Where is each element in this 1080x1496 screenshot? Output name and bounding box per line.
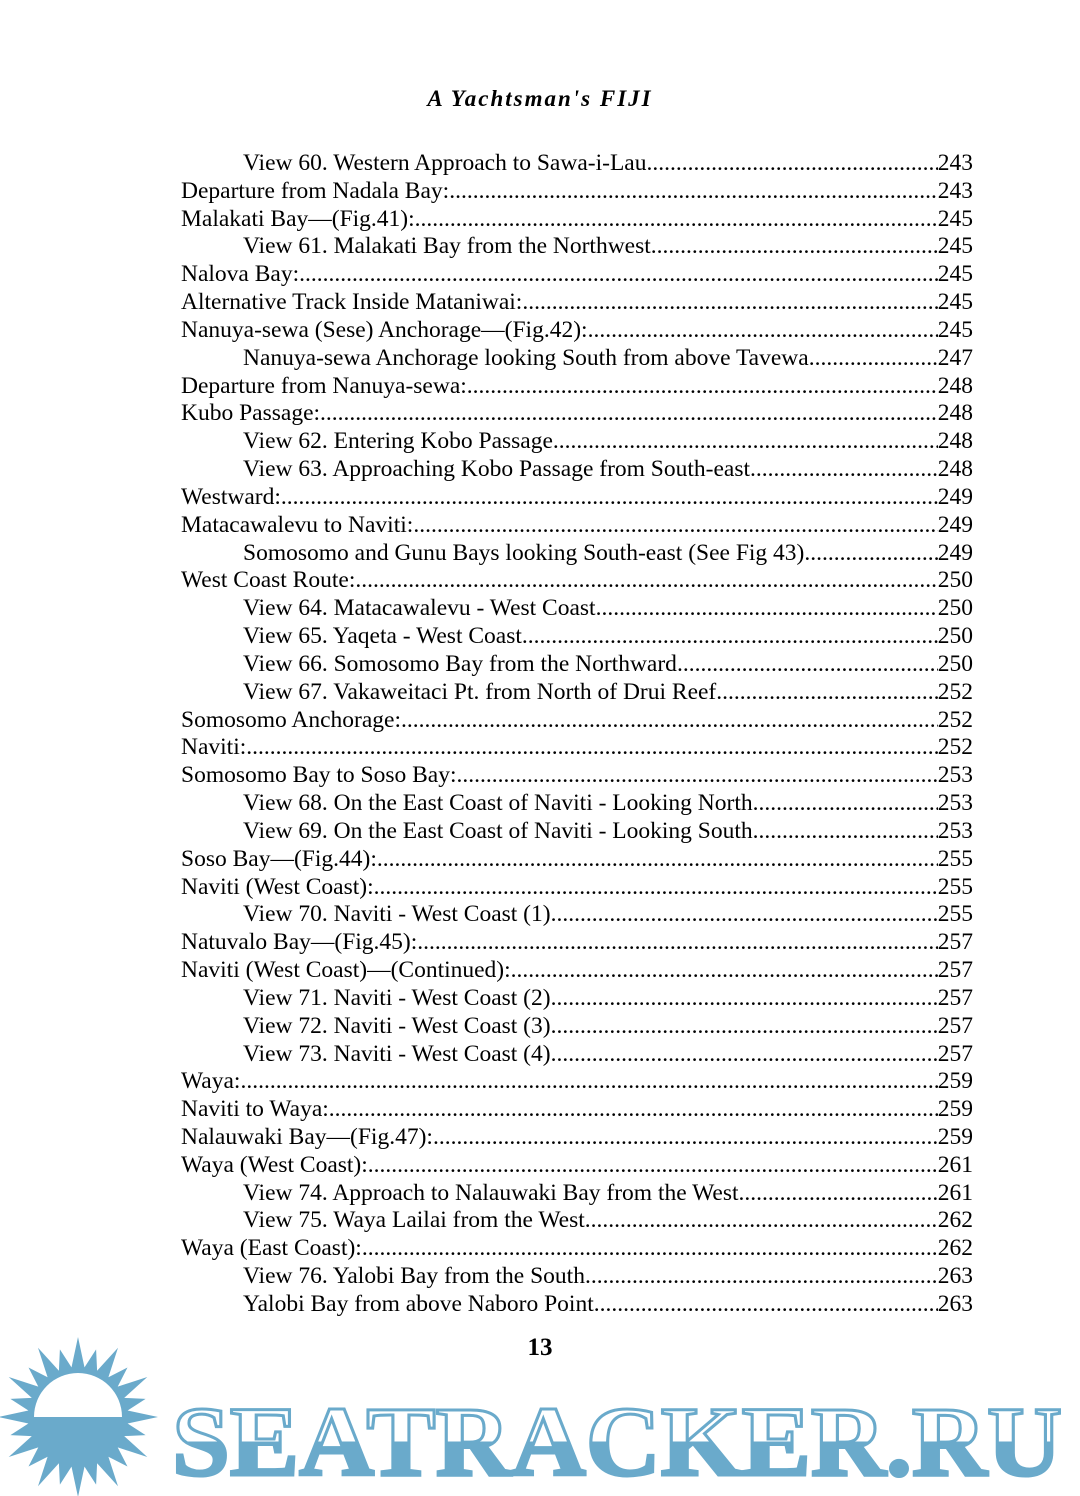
toc-entry-title: Kubo Passage: [181, 400, 321, 427]
toc-entry-page: 257 [937, 929, 973, 956]
toc-entry-page: 259 [937, 1123, 973, 1150]
toc-entry[interactable] [181, 1207, 973, 1235]
toc-entry-title: Somosomo Bay to Soso Bay: [181, 762, 457, 789]
dot-leader [677, 651, 938, 679]
toc-entry[interactable] [181, 150, 973, 178]
toc-entry[interactable] [181, 1068, 973, 1096]
toc-entry-page: 249 [937, 511, 973, 538]
toc-entry[interactable] [181, 762, 973, 790]
toc-entry-title: Somosomo and Gunu Bays looking South-east (See Fig 43) [243, 539, 805, 566]
dot-leader [585, 1207, 938, 1235]
toc-entry-page: 259 [937, 1068, 973, 1095]
toc-entry-title: Alternative Track Inside Mataniwai: [181, 289, 523, 316]
toc-entry-page: 250 [937, 595, 973, 622]
toc-entry-title: Waya (West Coast): [181, 1151, 368, 1178]
toc-entry[interactable] [181, 1013, 973, 1041]
toc-entry-title: View 72. Naviti - West Coast (3) [243, 1012, 551, 1039]
toc-entry-page: 245 [937, 316, 973, 343]
toc-entry[interactable] [181, 595, 973, 623]
toc-entry-page: 249 [937, 539, 973, 566]
toc-entry[interactable] [181, 679, 973, 707]
sun-icon [0, 1337, 158, 1496]
toc-entry-page: 243 [937, 177, 973, 204]
toc-entry[interactable] [181, 651, 973, 679]
toc-entry[interactable] [181, 178, 973, 206]
dot-leader [415, 206, 938, 234]
toc-entry[interactable] [181, 957, 973, 985]
toc-entry-page: 263 [937, 1263, 973, 1290]
toc-entry[interactable] [181, 623, 973, 651]
toc-entry-title: View 62. Entering Kobo Passage [243, 428, 553, 455]
dot-leader [551, 1041, 938, 1069]
toc-entry-title: View 71. Naviti - West Coast (2) [243, 984, 551, 1011]
toc-entry[interactable] [181, 734, 973, 762]
toc-entry[interactable] [181, 1291, 973, 1319]
toc-entry-page: 259 [937, 1096, 973, 1123]
toc-entry[interactable] [181, 846, 973, 874]
dot-leader [240, 1068, 937, 1096]
toc-entry-page: 262 [937, 1235, 973, 1262]
toc-entry-title: Departure from Nadala Bay: [181, 177, 450, 204]
dot-leader [320, 400, 938, 428]
toc-entry-title: Waya: [181, 1068, 241, 1095]
toc-entry-title: View 68. On the East Coast of Naviti - Looking North [243, 790, 753, 817]
dot-leader [553, 428, 938, 456]
toc-entry-page: 245 [937, 205, 973, 232]
toc-entry[interactable] [181, 1180, 973, 1208]
dot-leader [750, 456, 938, 484]
toc-entry-page: 248 [937, 400, 973, 427]
toc-entry[interactable] [181, 818, 973, 846]
dot-leader [588, 317, 938, 345]
toc-entry[interactable] [181, 985, 973, 1013]
dot-leader [467, 373, 938, 401]
dot-leader [804, 540, 937, 568]
dot-leader [585, 1263, 938, 1291]
dot-leader [646, 150, 937, 178]
toc-entry-title: View 63. Approaching Kobo Passage from South-east [243, 456, 751, 483]
toc-entry-title: Naviti to Waya: [181, 1096, 329, 1123]
running-header: A Yachtsman's FIJI [427, 86, 653, 111]
toc-entry-title: Nanuya-sewa Anchorage looking South from above Tavewa [243, 344, 809, 371]
toc-entry[interactable] [181, 707, 973, 735]
toc-entry[interactable] [181, 373, 973, 401]
watermark-text: SEATRACKER.RU [172, 1386, 1062, 1496]
toc-entry-page: 255 [937, 845, 973, 872]
toc-entry[interactable] [181, 874, 973, 902]
toc-entry-page: 247 [937, 344, 973, 371]
dot-leader [809, 345, 938, 373]
dot-leader [739, 1180, 938, 1208]
toc-entry-title: View 69. On the East Coast of Naviti - Looking South [243, 817, 753, 844]
toc-entry-page: 250 [937, 623, 973, 650]
dot-leader [417, 929, 937, 957]
toc-entry[interactable] [181, 428, 973, 456]
dot-leader [433, 1124, 938, 1152]
toc-entry-page: 257 [937, 957, 973, 984]
dot-leader [377, 846, 938, 874]
toc-entry-title: Soso Bay—(Fig.44): [181, 845, 377, 872]
toc-entry-page: 245 [937, 261, 973, 288]
toc-entry[interactable] [181, 1152, 973, 1180]
toc-entry[interactable] [181, 901, 973, 929]
toc-entry-page: 248 [937, 456, 973, 483]
toc-entry[interactable] [181, 1263, 973, 1291]
dot-leader [362, 1235, 938, 1263]
dot-leader [449, 178, 938, 206]
toc-entry-title: Nalova Bay: [181, 261, 300, 288]
dot-leader [596, 595, 938, 623]
toc-entry-title: View 66. Somosomo Bay from the Northward [243, 650, 677, 677]
dot-leader [551, 901, 938, 929]
toc-entry-page: 255 [937, 901, 973, 928]
toc-entry-title: Somosomo Anchorage: [181, 706, 401, 733]
dot-leader [522, 289, 937, 317]
toc-entry-title: Waya (East Coast): [181, 1235, 362, 1262]
toc-entry-page: 262 [937, 1207, 973, 1234]
dot-leader [753, 790, 938, 818]
toc-entry[interactable] [181, 512, 973, 540]
toc-entry[interactable] [181, 540, 973, 568]
toc-entry[interactable] [181, 484, 973, 512]
toc-entry[interactable] [181, 206, 973, 234]
toc-entry-page: 243 [937, 150, 973, 176]
toc-entry-page: 263 [937, 1290, 973, 1317]
dot-leader [651, 233, 938, 261]
toc-entry-page: 248 [937, 428, 973, 455]
toc-entry[interactable] [181, 1235, 973, 1263]
toc-entry-title: View 70. Naviti - West Coast (1) [243, 901, 551, 928]
dot-leader [246, 734, 937, 762]
toc-entry[interactable] [181, 261, 973, 289]
toc-entry-title: View 60. Western Approach to Sawa-i-Lau [243, 150, 647, 176]
toc-entry-page: 245 [937, 233, 973, 260]
toc-entry-page: 257 [937, 984, 973, 1011]
dot-leader [374, 874, 938, 902]
dot-leader [594, 1291, 938, 1319]
toc-entry-page: 253 [937, 817, 973, 844]
toc-entry-title: Nanuya-sewa (Sese) Anchorage—(Fig.42): [181, 316, 588, 343]
dot-leader [413, 512, 937, 540]
toc-entry-title: Naviti (West Coast): [181, 873, 374, 900]
toc-entry[interactable] [181, 1096, 973, 1124]
toc-entry-title: Yalobi Bay from above Naboro Point [243, 1290, 594, 1317]
dot-leader [329, 1096, 938, 1124]
toc-entry[interactable] [181, 567, 973, 595]
toc-entry-page: 253 [937, 790, 973, 817]
toc-entry[interactable] [181, 233, 973, 261]
toc-entry[interactable] [181, 345, 973, 373]
toc-entry[interactable] [181, 1124, 973, 1152]
toc-entry-title: Westward: [181, 483, 281, 510]
toc-entry-page: 261 [937, 1179, 973, 1206]
toc-entry-page: 261 [937, 1151, 973, 1178]
toc-entry-title: View 75. Waya Lailai from the West [243, 1207, 585, 1234]
page-number: 13 [527, 1334, 553, 1361]
toc-entry-title: Nalauwaki Bay—(Fig.47): [181, 1123, 433, 1150]
dot-leader [551, 985, 938, 1013]
table-of-contents [181, 150, 973, 1319]
toc-entry-page: 257 [937, 1012, 973, 1039]
dot-leader [522, 623, 938, 651]
toc-entry[interactable] [181, 289, 973, 317]
toc-entry-title: View 76. Yalobi Bay from the South [243, 1263, 585, 1290]
toc-entry-title: View 65. Yaqeta - West Coast [243, 623, 522, 650]
toc-entry-page: 250 [937, 567, 973, 594]
dot-leader [281, 484, 938, 512]
toc-entry-page: 252 [937, 734, 973, 761]
toc-entry-page: 252 [937, 706, 973, 733]
toc-entry-title: Malakati Bay—(Fig.41): [181, 205, 415, 232]
toc-entry-page: 248 [937, 372, 973, 399]
toc-entry-title: View 64. Matacawalevu - West Coast [243, 595, 596, 622]
toc-entry-page: 257 [937, 1040, 973, 1067]
toc-entry[interactable] [181, 929, 973, 957]
toc-entry[interactable] [181, 456, 973, 484]
toc-entry-page: 245 [937, 289, 973, 316]
toc-entry-title: Departure from Nanuya-sewa: [181, 372, 467, 399]
dot-leader [368, 1152, 938, 1180]
toc-entry-title: View 74. Approach to Nalauwaki Bay from the West [243, 1179, 739, 1206]
toc-entry-page: 250 [937, 650, 973, 677]
toc-entry[interactable] [181, 1041, 973, 1069]
dot-leader [355, 567, 937, 595]
dot-leader [457, 762, 938, 790]
toc-entry-title: View 61. Malakati Bay from the Northwest [243, 233, 651, 260]
toc-entry-page: 252 [937, 678, 973, 705]
toc-entry-page: 249 [937, 483, 973, 510]
dot-leader [401, 707, 938, 735]
toc-entry-title: Naviti (West Coast)—(Continued): [181, 957, 511, 984]
toc-entry[interactable] [181, 790, 973, 818]
toc-entry-page: 253 [937, 762, 973, 789]
toc-entry-page: 255 [937, 873, 973, 900]
toc-entry-title: Natuvalo Bay—(Fig.45): [181, 929, 418, 956]
dot-leader [511, 957, 938, 985]
dot-leader [716, 679, 937, 707]
toc-entry-title: View 67. Vakaweitaci Pt. from North of Drui Reef [243, 678, 717, 705]
toc-entry[interactable] [181, 400, 973, 428]
dot-leader [299, 261, 938, 289]
toc-entry-title: View 73. Naviti - West Coast (4) [243, 1040, 551, 1067]
dot-leader [551, 1013, 938, 1041]
toc-entry-title: Naviti: [181, 734, 247, 761]
toc-entry[interactable] [181, 317, 973, 345]
toc-entry-title: West Coast Route: [181, 567, 356, 594]
toc-entry-title: Matacawalevu to Naviti: [181, 511, 414, 538]
dot-leader [753, 818, 938, 846]
